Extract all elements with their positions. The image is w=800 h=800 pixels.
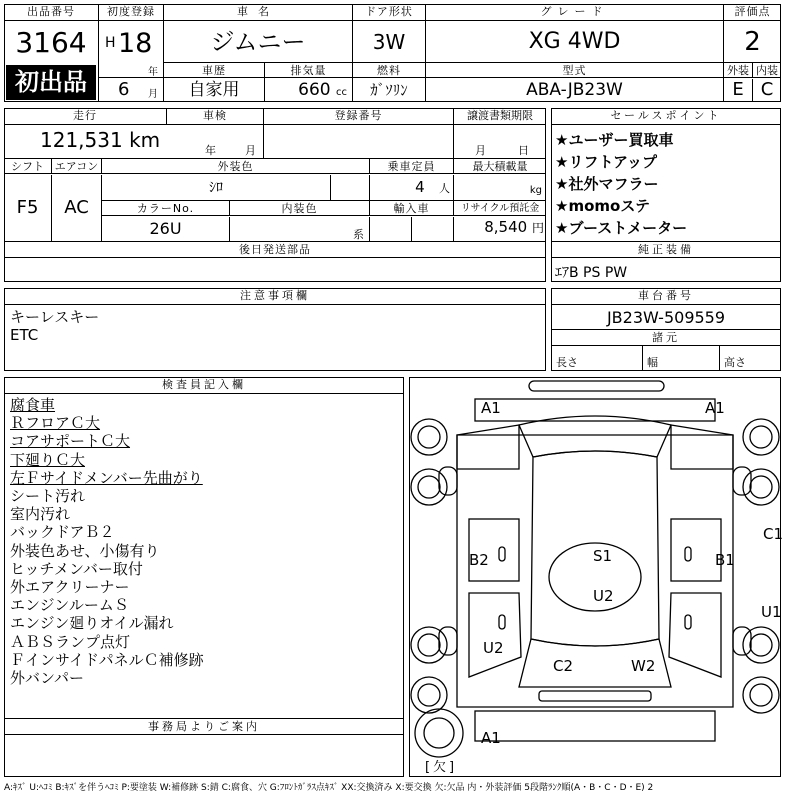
registration-month: 6 (118, 79, 130, 100)
transfer-month: 月 (475, 144, 486, 157)
displacement-label: 排気量 (265, 63, 352, 78)
lot-number: 3164 (15, 26, 87, 59)
inspector-line: コアサポートＣ大 (10, 432, 131, 451)
rear-bumper-shape (539, 691, 651, 701)
office-notice-title: 事務局よりご案内 (4, 718, 404, 735)
recycle-deposit-label: リサイクル預託金 (454, 201, 546, 216)
right-front-door-shape (671, 519, 721, 581)
displacement-value: 660 (298, 80, 331, 100)
transfer-deadline-label: 譲渡書類期限 (454, 108, 546, 125)
inspector-line: 外装色あせ、小傷有り (10, 541, 160, 560)
inspector-line: 室内汚れ (10, 505, 71, 524)
inspector-line: 外エアクリーナー (10, 578, 130, 597)
fuel: ｶﾞｿﾘﾝ (370, 81, 408, 99)
front-left-handle (499, 547, 505, 561)
right-rear-panel-shape (669, 593, 721, 677)
grade: XG 4WD (528, 29, 621, 54)
car-name-label: 車名 (164, 4, 352, 21)
mark-a1-rear: A1 (481, 729, 501, 747)
mark-b2: B2 (469, 551, 489, 569)
interior-color-label: 内装色 (230, 201, 370, 216)
max-load-label: 最大積載量 (454, 159, 546, 174)
left-side-tire (411, 677, 447, 713)
import-car-label: 輸入車 (370, 201, 454, 216)
front-right-wheel (733, 467, 751, 495)
exterior-color: ｼﾛ (209, 180, 223, 196)
left-rear-panel-shape (469, 593, 521, 677)
height-label: 高さ (724, 356, 746, 369)
color-number: 26U (102, 217, 230, 241)
rear-left-tire (411, 627, 447, 663)
sales-point-item: ★ブーストメーター (555, 219, 688, 237)
middle-right-tire (743, 469, 779, 505)
exterior-label: 外装 (724, 63, 753, 78)
interior-color-unit: 系 (353, 228, 364, 241)
mark-b1: B1 (715, 551, 735, 569)
displacement (265, 79, 347, 101)
inspector-line: 下廻りＣ大 (10, 450, 86, 469)
inspector-line: ＦインサイドパネルＣ補修跡 (10, 650, 204, 669)
score: 2 (744, 27, 761, 57)
svg-text:]: ] (449, 760, 455, 775)
mark-c1: C1 (763, 525, 784, 543)
mark-w2: W2 (631, 657, 656, 675)
month-unit: 月 (148, 89, 158, 100)
capacity-value: 4 (415, 178, 425, 196)
inspector-line: バックドアＢ２ (10, 523, 115, 542)
sales-point-item: ★社外マフラー (555, 175, 659, 193)
exterior-score: E (724, 79, 753, 101)
later-shipment-label: 後日発送部品 (239, 243, 311, 256)
car-diagram (409, 377, 784, 777)
front-left-wheel (439, 467, 457, 495)
shaken-month: 月 (245, 144, 256, 157)
lot-number-label: 出品番号 (4, 4, 98, 21)
mark-a1-front-right: A1 (705, 399, 725, 417)
capacity-unit: 人 (439, 182, 450, 195)
history: 自家用 (188, 80, 240, 100)
registration-number-label: 登録番号 (264, 108, 454, 125)
model: ABA-JB23W (526, 80, 623, 100)
mark-c2: C2 (553, 657, 574, 675)
tailgate-shape (475, 711, 715, 741)
right-side-tire (743, 677, 779, 713)
sales-point-list (551, 129, 779, 239)
era: H (105, 35, 116, 51)
width-label: 幅 (647, 356, 658, 369)
inspector-line: エンジンルームＳ (10, 596, 129, 615)
inspector-line: ＲフロアＣ大 (10, 414, 101, 433)
standard-equipment-title: 純正装備 (638, 243, 694, 256)
rear-left-wheel (439, 627, 457, 655)
interior-label: 内装 (753, 63, 781, 78)
mileage (40, 128, 160, 152)
color-number-label: カラーNo. (102, 201, 230, 216)
mileage-unit: km (129, 128, 161, 152)
recycle-deposit-unit: 円 (531, 221, 544, 235)
door-type-label: ドア形状 (353, 4, 425, 21)
legend: A:ｷｽﾞ U:ﾍｺﾐ B:ｷｽﾞを伴うﾍｺﾐ P:要塗装 W:補修跡 S:錆 C:腐食、穴 G:ﾌﾛﾝﾄｶﾞﾗｽ点ｷｽﾞ XX:交換済み X:要交換 欠:欠品 内・外装評価 5段階ﾗﾝｸ順(A・B・C・D・E) 2 (4, 783, 654, 793)
shaken-label: 車検 (167, 108, 264, 125)
inspector-title: 検査員記入欄 (4, 377, 404, 394)
inspector-line: ＡＢＳランプ点灯 (10, 632, 131, 651)
score-label: 評価点 (724, 4, 781, 21)
notes-list (6, 308, 99, 344)
rear-right-wheel (733, 627, 751, 655)
mark-missing: 欠 (433, 760, 447, 775)
front-left-fender-shape (457, 425, 519, 469)
aircon-label: エアコン (52, 159, 102, 174)
grade-label: グレード (426, 4, 723, 21)
sales-point-title: セールスポイント (551, 108, 781, 125)
recycle-deposit-value: 8,540 (484, 218, 528, 236)
inspector-line: 外バンパー (10, 669, 84, 688)
mark-a1-front-left: A1 (481, 399, 501, 417)
displacement-unit: cc (336, 87, 347, 98)
svg-text:[: [ (425, 760, 431, 775)
inspector-list (6, 396, 204, 687)
aircon: AC (52, 175, 102, 241)
front-right-handle (685, 547, 691, 561)
door-type: 3W (372, 30, 406, 54)
sales-point-item: ★momoステ (555, 197, 651, 215)
model-label: 型式 (426, 63, 723, 78)
first-registration-label: 初度登録 (99, 4, 163, 21)
first-listing-badge: 初出品 (6, 65, 96, 100)
registration-year: 18 (118, 28, 153, 59)
notes-title: 注意事項欄 (4, 288, 546, 305)
transfer-day: 日 (518, 144, 529, 157)
front-bumper-shape (529, 381, 664, 391)
left-front-door-shape (469, 519, 519, 581)
shift-label: シフト (4, 159, 52, 174)
chassis-number-title: 車台番号 (551, 288, 781, 305)
note-line: キーレスキー (10, 308, 100, 326)
mark-u2-left: U2 (483, 639, 504, 657)
mileage-label: 走行 (4, 108, 167, 125)
shaken-year: 年 (205, 144, 216, 157)
mileage-value: 121,531 (40, 128, 123, 152)
rear-right-handle (685, 615, 691, 629)
inspector-line: 腐食車 (10, 396, 56, 414)
mark-u2-center: U2 (593, 587, 614, 605)
shift: F5 (4, 175, 52, 241)
rear-right-tire (743, 627, 779, 663)
middle-left-tire (411, 469, 447, 505)
inspector-line: ヒッチメンバー取付 (10, 559, 143, 578)
inspector-line: シート汚れ (10, 487, 86, 506)
front-left-tire (411, 419, 447, 455)
specs-title: 諸元 (551, 329, 781, 346)
capacity-label: 乗車定員 (370, 159, 454, 174)
rear-left-handle (499, 615, 505, 629)
mark-s1: S1 (593, 547, 613, 565)
inspector-line: 左Ｆサイドメンバー先曲がり (10, 468, 203, 487)
history-label: 車歴 (164, 63, 264, 78)
max-load-unit: kg (529, 185, 542, 196)
spare-tire-shape (415, 709, 463, 757)
sales-point-item: ★ユーザー買取車 (555, 131, 674, 149)
car-name: ジムニー (210, 28, 306, 56)
inspector-line: エンジン廻りオイル漏れ (10, 614, 174, 633)
recycle-deposit (454, 218, 544, 240)
interior-score: C (760, 79, 774, 100)
exterior-color-label: 外装色 (102, 159, 370, 174)
sales-point-item: ★リフトアップ (555, 153, 657, 171)
mark-u1: U1 (761, 603, 782, 621)
chassis-number: JB23W-509559 (606, 308, 726, 327)
standard-equipment: ｴｱB PS PW (555, 265, 628, 281)
front-right-fender-shape (671, 425, 733, 469)
hood-front-shape (475, 399, 715, 421)
year-unit: 年 (148, 67, 158, 78)
front-right-tire (743, 419, 779, 455)
length-label: 長さ (556, 356, 578, 369)
fuel-label: 燃料 (353, 63, 425, 78)
note-line: ETC (10, 326, 39, 345)
